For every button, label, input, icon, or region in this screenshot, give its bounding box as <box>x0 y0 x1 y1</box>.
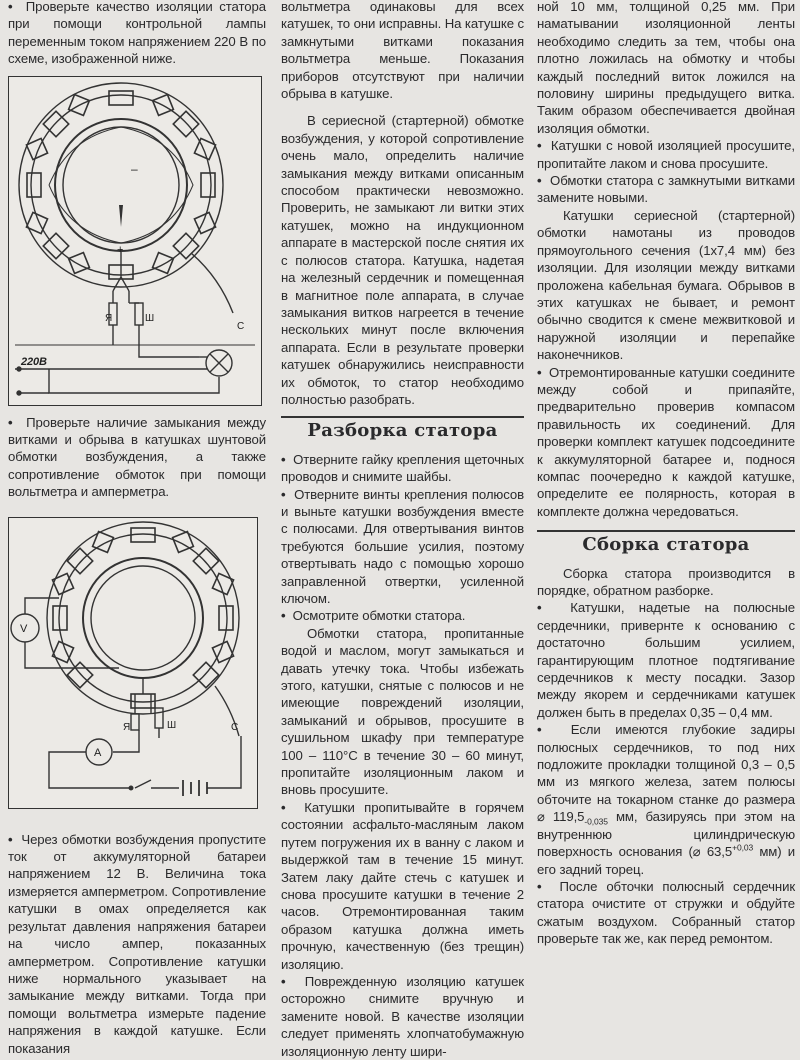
label-minus: – <box>131 161 138 176</box>
paragraph-repaired-coils: • Отремонтированные катушки соедините между собой и припаяйте, предварительно проверив компасом правильность их соединений. Для проверки комплект катушек подсоедините к аккумуляторной батарее и, поднося компас поочередно к каждой катушке, определите ее полярность, которая в комплекте должна чередоваться. <box>537 364 795 521</box>
paragraph-cleaning: • После обточки полюсный сердечник статора очистите от стружки и обдуйте сжатым воздухом. Собранный статор проверьте так же, как перед ремонтом. <box>537 878 795 948</box>
paragraph-unscrew-screws: • Отверните винты крепления полюсов и выньте катушки возбуждения вместе с полюсами. Для отвертывания винтов требуются большие усилия, поэтому отвертывать надо с помощью хорошо заправленной отвертки, усиленной ключом. <box>281 486 524 608</box>
paragraph-voltmeter-readings: вольтметра одинаковы для всех катушек, то они исправны. На катушке с замкнутыми витками показания вольтметра меньше. Показания приборов отсутствуют при наличии обрыва в катушке. <box>281 0 524 102</box>
heading-assembly-text: Сборка статора <box>582 534 750 556</box>
column-1 <box>8 0 266 1057</box>
stator-lamp-circuit <box>9 77 261 405</box>
paragraph-lamp-check: • Проверьте качество изоляции статора при помощи контрольной лампы переменным током напряжением 220 В по схеме, изображенной ниже. <box>8 0 266 68</box>
dimension-119: ⌀ 119,5 <box>537 809 585 825</box>
paragraph-shunt-check: • Проверьте наличие замыкания между витками и обрыва в катушках шунтовой обмотки возбуждения, а также сопротивление обмоток при помощи вольтметра и амперметра. <box>8 414 266 501</box>
heading-disassembly <box>281 416 524 442</box>
paragraph-replace-shorted: • Обмотки статора с замкнутыми витками замените новыми. <box>537 172 795 207</box>
voltmeter-label: V <box>20 622 28 635</box>
paragraph-drying: Обмотки статора, пропитанные водой и маслом, могут замыкаться и давать утечку тока. Чтобы избежать этого, катушки, снятые с полюсов и не имеющие повреждений изоляции, замыканий и обрывов, просушите в сушильном шкафу при температуре 100 – 110°С в течение 30 – 60 минут, пропитайте изоляционным лаком и вновь просушите. <box>281 625 524 798</box>
pole-machining-text-3: мм) и его задний торец. <box>537 844 795 877</box>
label-ya: Я <box>123 721 131 733</box>
paragraph-dry-coils: • Катушки с новой изоляцией просушите, пропитайте лаком и снова просушите. <box>537 137 795 172</box>
figure-meter-test-diagram <box>8 517 258 809</box>
stator-meter-circuit <box>9 518 257 808</box>
column-2 <box>281 0 524 1060</box>
paragraph-replace-insulation: • Поврежденную изоляцию катушек осторожно снимите вручную и замените новой. В качестве изоляции следует применять хлопчатобумажную изоляционную ленту шири- <box>281 973 524 1060</box>
heading-assembly <box>537 530 795 556</box>
paragraph-tape-width: ной 10 мм, толщиной 0,25 мм. При наматывании изоляционной ленты необходимо следить за тем, чтобы она плотно ложилась на обмотку и чтобы каждый последний виток ложился на половину ширины предыдущего витка. Таким образом обеспечивается двойная изоляция обмотки. <box>537 0 795 136</box>
label-plus: + <box>117 243 124 256</box>
label-s: С <box>231 721 239 733</box>
paragraph-impregnation: • Катушки пропитывайте в горячем состоянии асфальто-масляным лаком путем погружения их в ванну с лаком и выдержкой там в течение 15 минут. Затем лаку дайте стечь с катушек и снова просушите катушки в течение 2 часов. Отремонтированная таким образом катушка должна иметь прочную, качественную (без трещин) изоляцию. <box>281 799 524 973</box>
figure-lamp-test-diagram <box>8 76 262 406</box>
heading-disassembly-text: Разборка статора <box>307 420 498 442</box>
paragraph-inspect-windings: • Осмотрите обмотки статора. <box>281 607 524 624</box>
dimension-63-tolerance: +0,03 <box>732 842 754 853</box>
dimension-119-tolerance: -0,035 <box>584 816 608 827</box>
paragraph-pole-machining <box>537 721 795 878</box>
dimension-63: ⌀ 63,5 <box>692 844 733 860</box>
pole-machining-text-2: мм, базируясь при этом на внутреннюю цилиндрическую поверхность основания ( <box>537 809 795 860</box>
ammeter-label: A <box>94 746 102 759</box>
paragraph-fasten-coils: • Катушки, надетые на полюсные сердечники, привернте к основанию с достаточно большим усилием, гарантирующим плотное подтягивание сердечников к месту посадки. Зазор между якорем и сердечниками катушек должен быть в пределах 0,35 – 0,4 мм. <box>537 599 795 721</box>
paragraph-battery-test: • Через обмотки возбуждения пропустите ток от аккумуляторной батареи напряжением 12 В. Величина тока измеряется амперметром. Сопротивление катушки в омах определяется как результат давления напряжения батареи на число ампер, показанных амперметром. Сопротивление катушки ниже нормального указывает на замыкание между витками. Тогда при помощи вольтметра измерьте падение напряжения в каждой катушке. Если показания <box>8 831 266 1057</box>
paragraph-series-winding: В сериесной (стартерной) обмотке возбуждения, у которой сопротивление очень мало, определить наличие замыкания между витками описанным способом практически невозможно. Проверить, не замыкают ли витки этих катушек, можно на индукционном аппарате в мастерской после снятия их с полюсов статора. Катушка, надетая на железный сердечник и помещенная в магнитное поле аппарата, в случае замыкания витков нагреется в течение нескольких минут после включения аппарата. Если в результате проверки катушек обнаружились неисправности их обмоток, то статор необходимо полностью разобрать. <box>281 113 524 407</box>
label-sh: Ш <box>145 312 155 324</box>
label-s: С <box>237 320 245 332</box>
pole-machining-text-1: Если имеются глубокие задиры полюсных сердечников, то под них подложите прокладки толщиной 0,3 – 0,5 мм из мягкого железа, затем полюсы обточите на токарном станке до размера <box>537 722 795 807</box>
label-sh: Ш <box>167 719 177 731</box>
paragraph-unscrew-nut: • Отверните гайку крепления щеточных проводов и снимите шайбы. <box>281 451 524 486</box>
paragraph-assembly-order: Сборка статора производится в порядке, обратном разборке. <box>537 565 795 598</box>
column-3 <box>537 0 795 948</box>
label-220v: 220В <box>21 355 47 368</box>
label-ya: Я <box>105 312 113 324</box>
paragraph-series-coils: Катушки сериесной (стартерной) обмотки намотаны из проводов прямоугольного сечения (1х7,4 мм) без изоляции. Для изоляции между витками проложена кабельная бумага. Обрывов в этих катушках не бывает, и ремонт обычно сводится к смене межвитковой и наружной изоляции и перепайке наконечников. <box>537 207 795 363</box>
